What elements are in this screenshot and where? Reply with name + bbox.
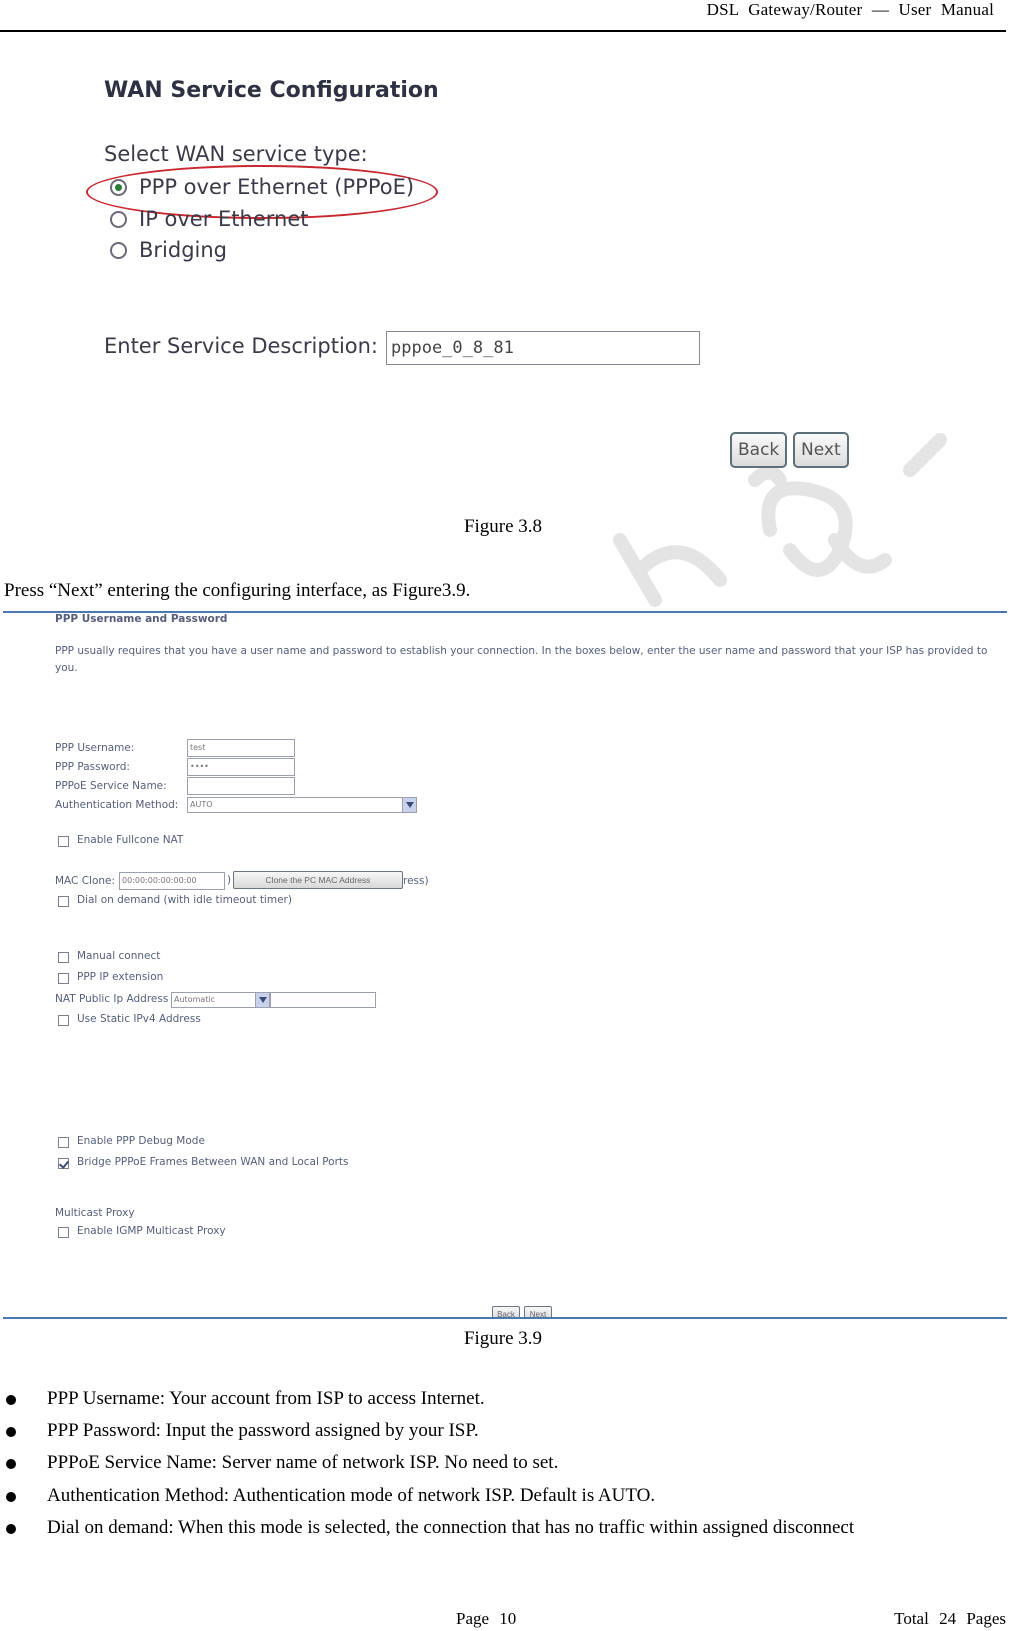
ppp-intro-text-cont: you. [55,662,78,674]
radio-unselected-icon[interactable] [110,242,127,259]
ppp-intro-text: PPP usually requires that you have a user name and password to establish your connection. In the boxes below, enter the user name and password that your ISP has provided to [55,645,988,657]
ppp-ip-extension-label: PPP IP extension [77,971,164,983]
dropdown-arrow-icon[interactable] [255,993,269,1007]
manual-connect-checkbox[interactable] [58,952,69,963]
radio-option-label: IP over Ethernet [139,207,309,231]
back-button[interactable]: Back [492,1306,520,1319]
radio-option-bridging[interactable] [110,236,227,264]
select-wan-type-label: Select WAN service type: [104,142,368,166]
service-description-label: Enter Service Description: [104,334,379,358]
next-button[interactable]: Next [524,1306,552,1319]
radio-option-label: PPP over Ethernet (PPPoE) [139,175,415,199]
radio-option-ipoe[interactable] [110,205,309,233]
wan-service-title: WAN Service Configuration [104,78,439,103]
radio-option-label: Bridging [139,238,228,262]
header-title: DSL Gateway/Router — User Manual [706,0,994,19]
radio-selected-icon[interactable] [110,179,127,196]
dial-on-demand-checkbox[interactable] [58,896,69,907]
figure-3-9-caption: Figure 3.9 [463,1328,543,1349]
ppp-config-screenshot [3,611,1007,1319]
username-label: PPP Username: [55,742,135,754]
mac-clone-suffix: ress) [403,875,429,887]
nat-public-ip-input[interactable] [270,992,376,1008]
service-name-label: PPPoE Service Name: [55,780,167,792]
nat-public-ip-value: Automatic [174,995,216,1004]
igmp-proxy-label: Enable IGMP Multicast Proxy [77,1225,226,1237]
fullcone-nat-checkbox[interactable] [58,836,69,847]
password-input[interactable]: •••• [187,758,295,776]
auth-method-label: Authentication Method: [55,799,179,811]
page-number: Page 10 [456,1609,517,1628]
dial-on-demand-label: Dial on demand (with idle timeout timer) [77,894,292,906]
ppp-ip-extension-checkbox[interactable] [58,973,69,984]
manual-connect-label: Manual connect [77,950,161,962]
next-button[interactable]: Next [793,432,849,468]
clone-mac-button[interactable]: Clone the PC MAC Address [233,871,403,889]
radio-option-pppoe[interactable] [110,173,414,201]
ppp-debug-checkbox[interactable] [58,1137,69,1148]
multicast-proxy-heading: Multicast Proxy [55,1207,135,1219]
nat-public-ip-select[interactable] [171,992,270,1008]
dropdown-arrow-icon[interactable] [402,798,416,812]
page-header [0,0,1006,32]
wan-service-screenshot [90,72,850,482]
mac-clone-label: MAC Clone: [55,875,116,887]
bullet-icon [6,1427,16,1437]
ppp-heading: PPP Username and Password [55,613,228,625]
static-ipv4-label: Use Static IPv4 Address [77,1013,201,1025]
nat-public-ip-label: NAT Public Ip Address [55,993,169,1005]
bridge-pppoe-checkbox[interactable] [58,1158,69,1169]
ppp-debug-label: Enable PPP Debug Mode [77,1135,205,1147]
igmp-proxy-checkbox[interactable] [58,1227,69,1238]
fullcone-nat-label: Enable Fullcone NAT [77,834,184,846]
intro-paragraph: Press “Next” entering the configuring interface, as Figure3.9. [4,580,471,601]
figure-3-8-caption: Figure 3.8 [463,516,543,537]
auth-method-select[interactable] [187,797,417,813]
static-ipv4-checkbox[interactable] [58,1015,69,1026]
mac-clone-separator: ) [227,874,232,886]
service-name-input[interactable] [187,777,295,795]
bullet-icon [6,1524,16,1534]
bridge-pppoe-label: Bridge PPPoE Frames Between WAN and Local Ports [77,1156,349,1168]
auth-method-value: AUTO [190,800,213,809]
mac-clone-input[interactable]: 00:00:00:00:00:00 [119,872,225,890]
back-button[interactable]: Back [730,432,787,468]
bullet-icon [6,1459,16,1469]
password-label: PPP Password: [55,761,130,773]
service-description-input[interactable]: pppoe_0_8_81 [386,331,700,365]
bullet-icon [6,1395,16,1405]
bullet-icon [6,1492,16,1502]
username-input[interactable]: test [187,739,295,757]
total-pages: Total 24 Pages [894,1609,1006,1628]
radio-unselected-icon[interactable] [110,211,127,228]
